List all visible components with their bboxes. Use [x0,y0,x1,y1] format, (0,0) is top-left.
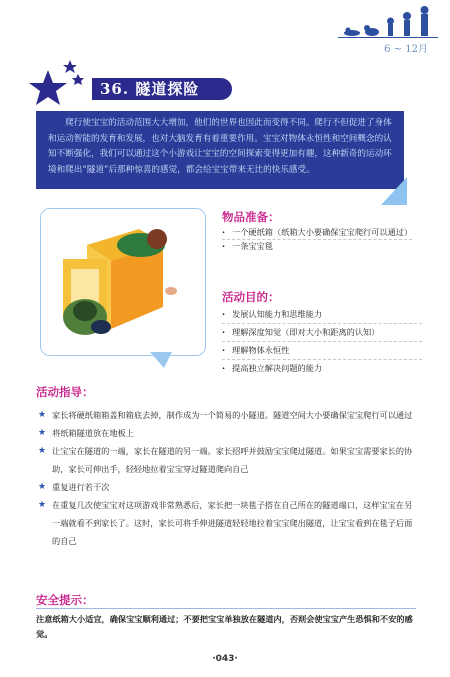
safety-text: 注意纸箱大小适宜，确保宝宝顺利通过；不要把宝宝单独放在隧道内，否则会使宝宝产生恐惧和不安的感觉。 [36,614,413,639]
safety-heading: 安全提示： [36,593,94,607]
list-item: · 理解物体永恒性 [222,342,422,360]
step-item [38,424,418,442]
goals-heading: 活动目的： [222,290,280,304]
step-item [38,496,418,550]
step-text: 重复进行若干次 [52,482,110,492]
safety-divider [36,608,416,609]
goals-list [222,306,422,377]
materials-list [222,226,412,253]
photo-frame [40,208,206,356]
step-text: 将纸箱隧道放在地板上 [52,428,134,438]
list-item: · 发展认知能力和思维能力 [222,306,422,324]
star-bullet-icon: ★ [38,428,47,438]
age-range: 6 ~ 12月 [384,44,428,55]
photo-frame-tail [150,352,172,368]
guide-heading: 活动指导： [36,385,94,399]
list-item: · 提高独立解决问题的能力 [222,360,422,377]
star-bullet-icon: ★ [38,482,47,492]
star-bullet-icon: ★ [38,500,47,510]
step-item [38,442,418,478]
step-text: 家长将硬纸箱箱盖和箱底去掉，制作成为一个简易的小隧道。隧道空间大小要确保宝宝爬行可以通过 [52,410,413,420]
star-bullet-icon: ★ [38,446,47,456]
list-item: · 一条宝宝毯 [222,240,412,253]
list-item: · 理解深度知觉（即对大小和距离的认知） [222,324,422,342]
step-text: 在重复几次使宝宝对这项游戏非常熟悉后，家长把一块毯子搭在自己所在的隧道端口，这样宝宝在另一端就看不到家长了。这时，家长可将手伸进隧道轻轻地拉着宝宝爬出隧道，让宝宝看到在毯子后面的自己 [52,500,413,546]
step-text: 让宝宝在隧道的一端，家长在隧道的另一端。家长招呼并鼓励宝宝爬过隧道。如果宝宝需要家长的协助，家长可伸出手，轻轻地拉着宝宝穿过隧道爬向自己 [52,446,413,474]
materials-heading: 物品准备： [222,210,280,224]
stars-icon [26,56,92,114]
children-silhouettes-icon [338,6,438,38]
lesson-title: 36. 隧道探险 [100,80,200,98]
step-item [38,478,418,496]
page-number: ·043· [212,654,238,664]
star-bullet-icon: ★ [38,410,47,420]
step-item [38,406,418,424]
guide-steps [38,406,418,550]
baby-tunnel-photo [41,209,205,355]
header-rule [338,37,438,38]
list-item: · 一个硬纸箱（纸箱大小要确保宝宝爬行可以通过） [222,226,412,240]
intro-text: 爬行使宝宝的活动范围大大增加，他们的世界也因此而变得不同。爬行不但促进了身体和运动智能的发育和发展，也对大脑发育有着重要作用。宝宝对物体永恒性和空间概念的认知不断强化，我们可以通过这个小游戏让宝宝的空间探索变得更加有趣，这种新奇的运动环境和爬出“隧道”后那种惊喜的感觉，都会给宝宝带来无比的快乐感受。 [48,118,392,175]
